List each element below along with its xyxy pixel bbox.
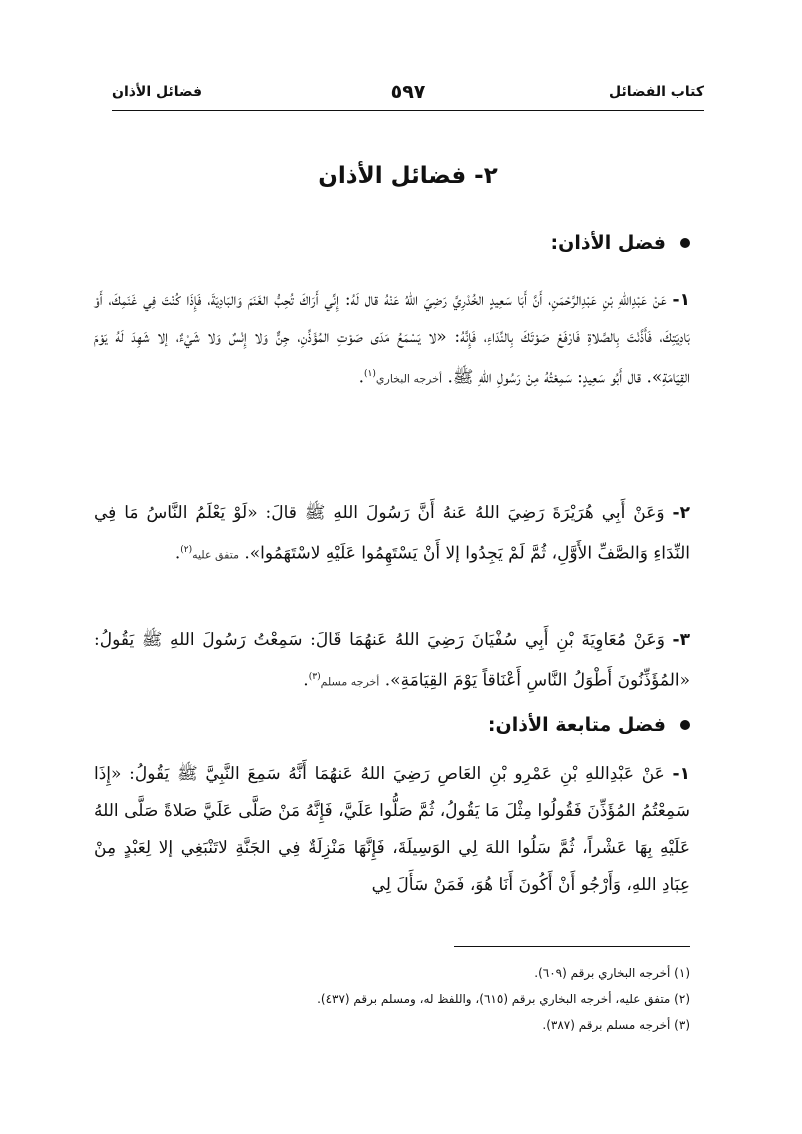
bullet-icon [680, 238, 690, 248]
footnote-item: (١) أخرجه البخاري برقم (٦٠٩). [534, 966, 690, 980]
hadith-text: وَعَنْ مُعَاوِيَةَ بْنِ أَبِي سُفْيَانَ رَضِيَ اللهُ عَنهُمَا قَالَ: سَمِعْتُ رَسُولَ اللهِ ﷺ يَقُولُ: «المُؤَذِّنُونَ أَطْوَلُ النَّاسِ أَعْنَاقاً يَوْمَ القِيَامَةِ». [94, 630, 690, 691]
footnote-ref: (١) [364, 369, 376, 379]
hadith-number: ١- [672, 764, 690, 784]
footnote-item: (٢) متفق عليه، أخرجه البخاري برقم (٦١٥)، واللفظ له، ومسلم برقم (٤٣٧). [317, 992, 690, 1006]
hadith-item: ١- عَنْ عَبْدِاللهِ بْنِ عَبْدِالرَّحْمَنِ، أَنَّ أَبَا سَعِيدٍ الخُدْرِيَّ رَضِيَ اللهُ عَنْهُ قال لَهُ: إِنِّي أَرَاكَ تُحِبُّ الغَنَمَ وَالبَادِيَةَ، فَإِذَا كُنْتَ فِي غَنَمِكَ، أَوْ بَادِيَتِكَ، فَأَذَّنْتَ بِالصَّلاةِ فَارْفَعْ صَوْتَكَ بِالنِّدَاءِ، فَإِنَّهُ: «لا يَسْمَعُ مَدَى صَوْتِ المُؤَذِّنِ، جِنٌّ وَلا إِنْسٌ وَلا شَيْءٌ، إلا شَهِدَ لَهُ يَوْمَ القِيَامَةِ». قال أَبُو سَعِيدٍ: سَمِعْتُهُ مِنْ رَسُولِ اللهِ ﷺ. أخرجه البخاري$^{(١)}$. [94, 290, 690, 388]
hadith-item: ٢- وَعَنْ أَبِي هُرَيْرَةَ رَضِيَ اللهُ عَنهُ أَنَّ رَسُولَ اللهِ ﷺ قالَ: «لَوْ يَعْلَمُ النَّاسُ مَا فِي النِّدَاءِ وَالصَّفِّ الأَوَّلِ، ثُمَّ لَمْ يَجِدُوا إلا أَنْ يَسْتَهِمُوا عَلَيْهِ لاسْتَهَمُوا». متفق عليه$^{(٢)}$. [94, 503, 690, 564]
hadith-item [94, 756, 690, 904]
section-heading-text: فضل الأذان: [550, 232, 666, 254]
footnote-divider [454, 946, 690, 947]
page-number: ٥٩٧ [390, 81, 426, 103]
hadith-source: أخرجه مسلم [320, 675, 380, 689]
bullet-icon [680, 720, 690, 730]
footnote-ref: (٢) [180, 545, 193, 555]
header-divider [112, 110, 704, 111]
section-heading-following-adhan [488, 714, 690, 736]
hadith-source: أخرجه البخاري [375, 372, 443, 386]
chapter-title: ٢- فضائل الأذان [318, 163, 498, 189]
hadith-number: ٢- [672, 503, 690, 523]
hadith-text: وَعَنْ أَبِي هُرَيْرَةَ رَضِيَ اللهُ عَنهُ أَنَّ رَسُولَ اللهِ ﷺ قالَ: «لَوْ يَعْلَمُ النَّاسُ مَا فِي النِّدَاءِ وَالصَّفِّ الأَوَّلِ، ثُمَّ لَمْ يَجِدُوا إلا أَنْ يَسْتَهِمُوا عَلَيْهِ لاسْتَهَمُوا». [94, 503, 690, 564]
running-header [112, 81, 704, 108]
hadith-number: ١- [672, 290, 690, 310]
hadith-number: ٣- [672, 630, 690, 650]
hadith-item: ٣- وَعَنْ مُعَاوِيَةَ بْنِ أَبِي سُفْيَانَ رَضِيَ اللهُ عَنهُمَا قَالَ: سَمِعْتُ رَسُولَ اللهِ ﷺ يَقُولُ: «المُؤَذِّنُونَ أَطْوَلُ النَّاسِ أَعْنَاقاً يَوْمَ القِيَامَةِ». أخرجه مسلم$^{(٣)}$. [94, 630, 690, 691]
hadith-text: عَنْ عَبْدِاللهِ بْنِ عَبْدِالرَّحْمَنِ، أَنَّ أَبَا سَعِيدٍ الخُدْرِيَّ رَضِيَ اللهُ عَنْهُ قال لَهُ: إِنِّي أَرَاكَ تُحِبُّ الغَنَمَ وَالبَادِيَةَ، فَإِذَا كُنْتَ فِي غَنَمِكَ، أَوْ بَادِيَتِكَ، فَأَذَّنْتَ بِالصَّلاةِ فَارْفَعْ صَوْتَكَ بِالنِّدَاءِ، فَإِنَّهُ: «لا يَسْمَعُ مَدَى صَوْتِ المُؤَذِّنِ، جِنٌّ وَلا إِنْسٌ وَلا شَيْءٌ، إلا شَهِدَ لَهُ يَوْمَ القِيَامَةِ». قال أَبُو سَعِيدٍ: سَمِعْتُهُ مِنْ رَسُولِ اللهِ ﷺ. [94, 290, 690, 388]
hadith-source: متفق عليه [192, 548, 239, 562]
section-heading-text: فضل متابعة الأذان: [487, 714, 666, 736]
section-heading-virtue-of-adhan [551, 232, 690, 254]
header-book-title: كتاب الفضائل [609, 84, 704, 100]
hadith-text: عَنْ عَبْدِاللهِ بْنِ عَمْرِو بْنِ العَاصِ رَضِيَ اللهُ عَنهُمَا أَنَّهُ سَمِعَ النَّبِيَّ ﷺ يَقُولُ: «إِذَا سَمِعْتُمُ المُؤَذِّنَ فَقُولُوا مِثْلَ مَا يَقُولُ، ثُمَّ صَلُّوا عَلَيَّ، فَإِنَّهُ مَنْ صَلَّى عَلَيَّ صَلاةً صَلَّى اللهُ عَلَيْهِ بِهَا عَشْراً، ثُمَّ سَلُوا اللهَ لِي الوَسِيلَةَ، فَإِنَّهَا مَنْزِلَةٌ فِي الجَنَّةِ لاتَنْبَغِي إلا لِعَبْدٍ مِنْ عِبَادِ اللهِ، وَأَرْجُو أَنْ أَكُونَ أَنَا هُوَ، فَمَنْ سَأَلَ لِي [94, 764, 690, 895]
footnote-item: (٣) أخرجه مسلم برقم (٣٨٧). [542, 1018, 690, 1032]
footnote-ref: (٣) [308, 672, 321, 682]
footnotes [98, 960, 690, 1038]
header-chapter-title: فضائل الأذان [112, 84, 203, 100]
